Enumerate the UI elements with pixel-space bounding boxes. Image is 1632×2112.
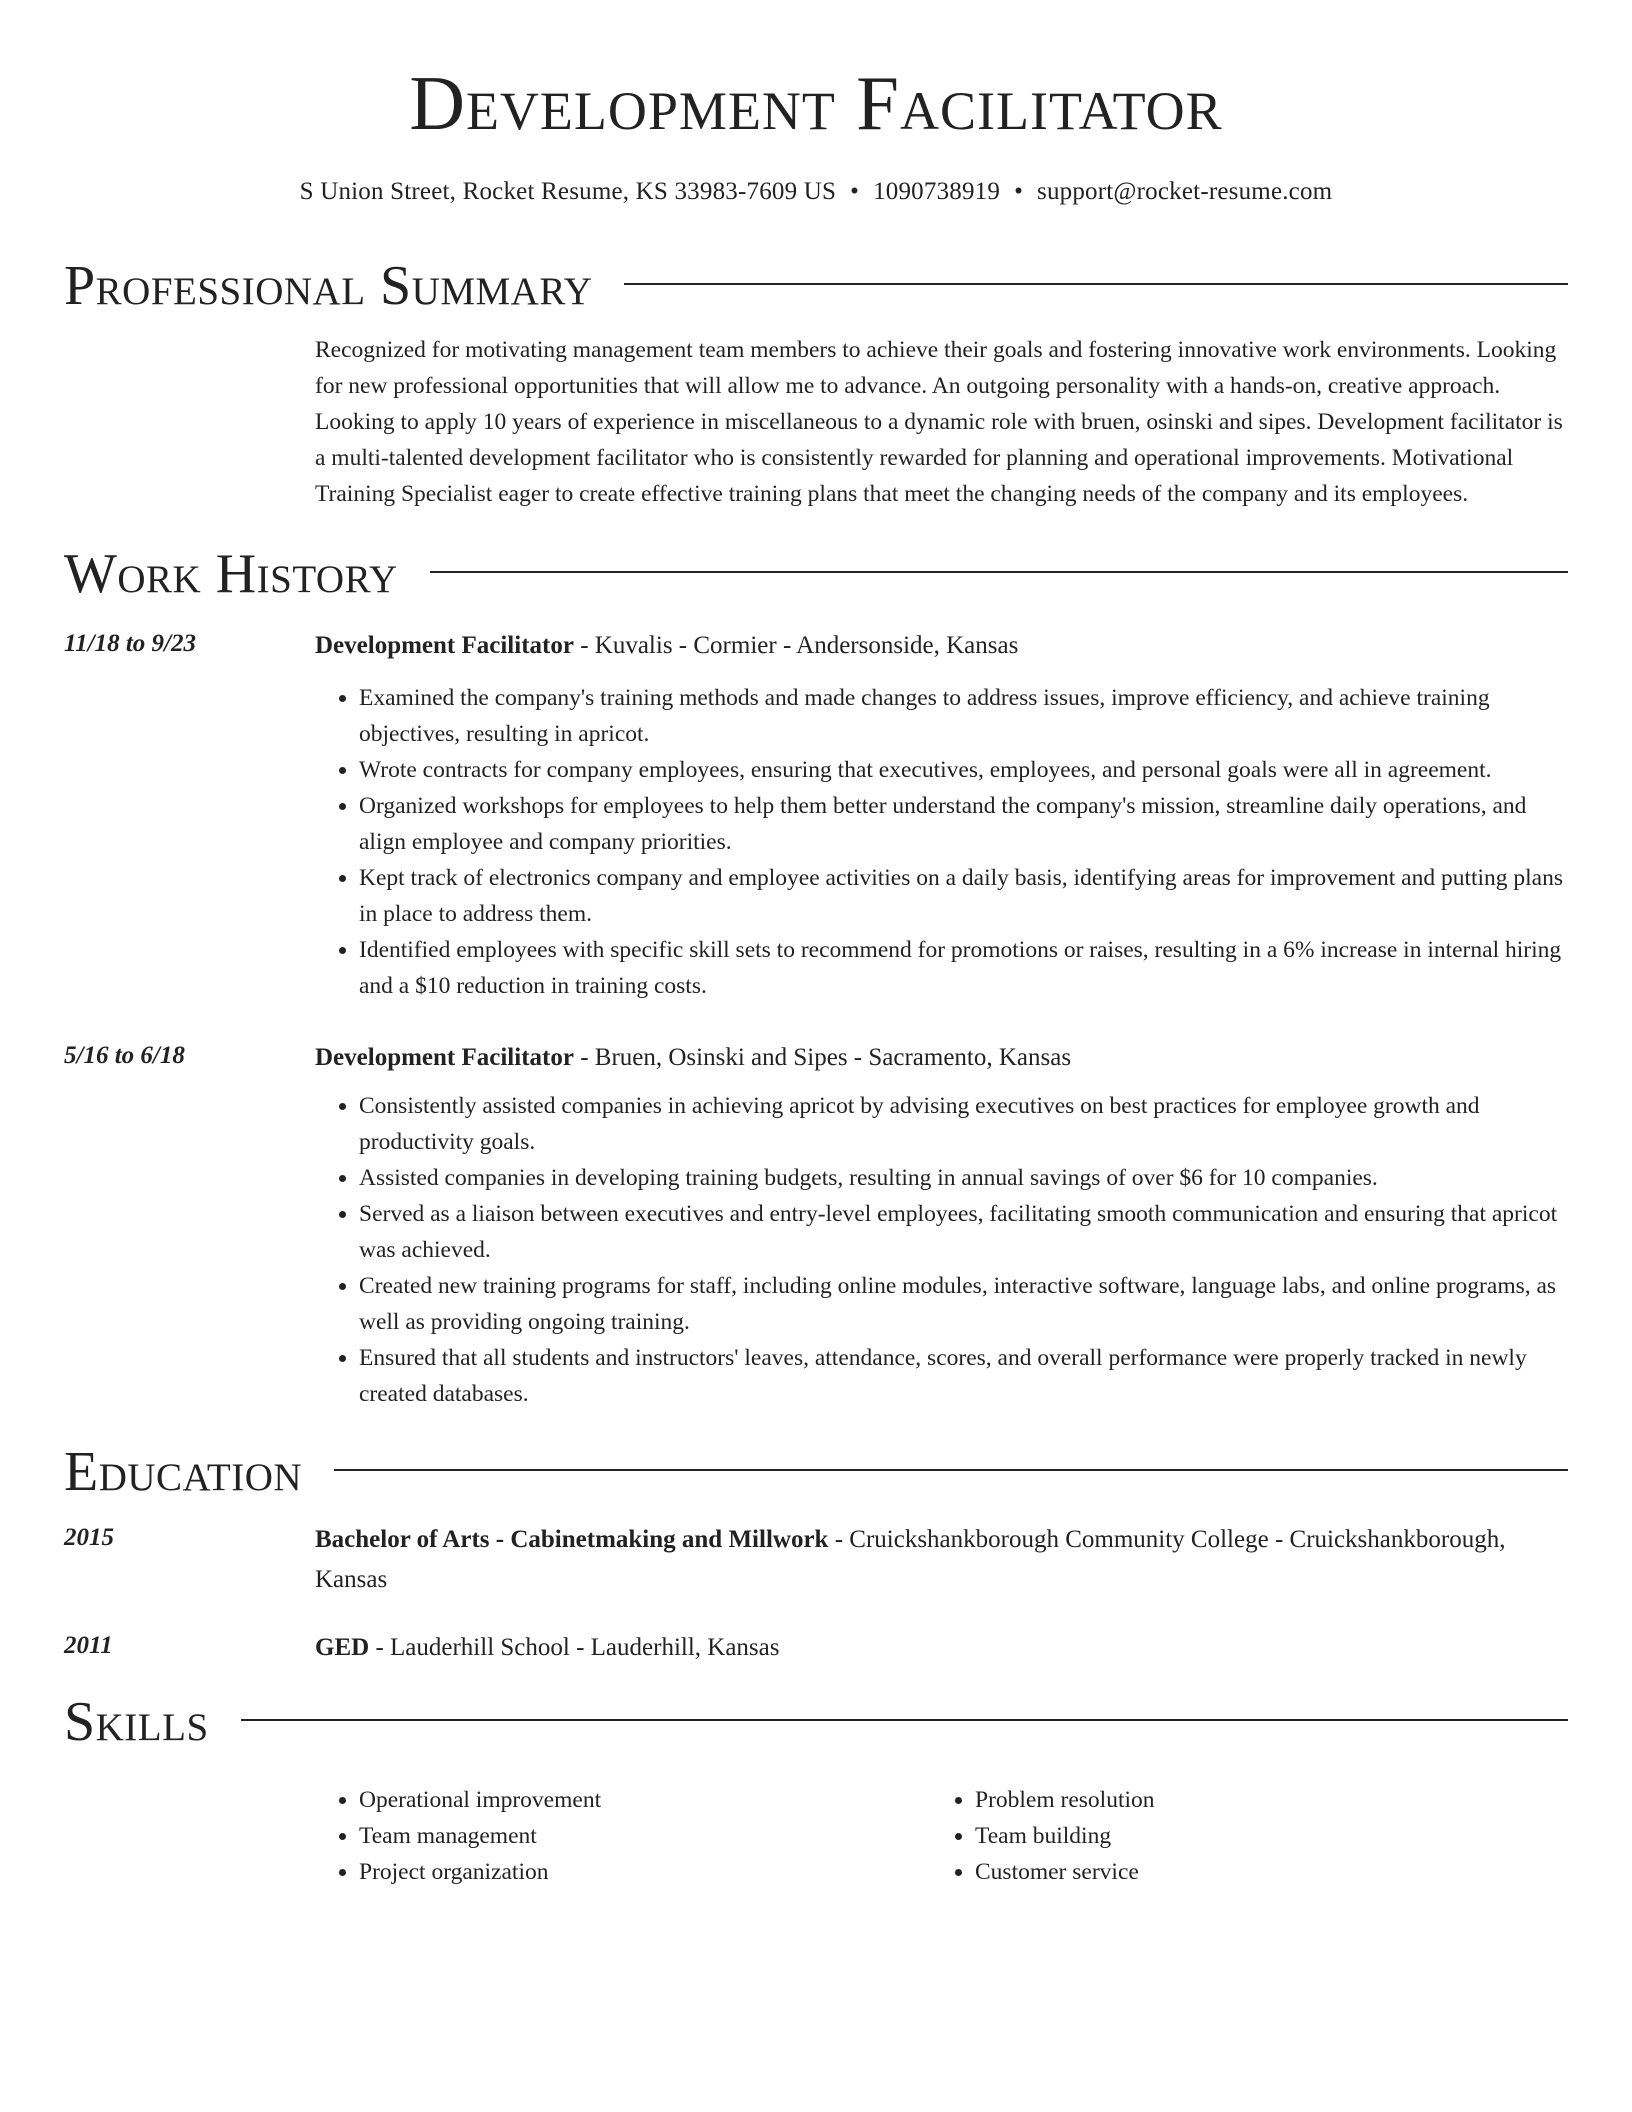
section-title: Skills	[64, 1691, 209, 1753]
list-item: • Served as a liaison between executives and entry-level employees, facilitating smooth communication and ensuring that apricot was achieved.	[359, 1196, 1568, 1268]
section-rule	[241, 1719, 1568, 1721]
job-dates: 11/18 to 9/23	[64, 630, 196, 657]
education-heading	[315, 1628, 1568, 1668]
education-year: 2015	[64, 1524, 114, 1551]
contact-line	[64, 176, 1568, 208]
education-details: - Lauderhill School - Lauderhill, Kansas	[369, 1634, 780, 1661]
section-title: Work History	[64, 543, 398, 605]
job-details: - Kuvalis - Cormier - Andersonside, Kansas	[573, 632, 1019, 659]
section-education	[64, 1440, 1568, 1504]
skill-item: • Customer service	[975, 1854, 1547, 1890]
section-professional-summary	[64, 254, 1568, 318]
contact-phone: 1090738919	[873, 178, 1001, 205]
summary-text: Recognized for motivating management team members to achieve their goals and fostering innovative work environments. Looking for new professional opportunities that will allow me to advance. An outgoing personality with a hands-on, creative approach. Looking to apply 10 years of experience in miscellaneous to a dynamic role with bruen, osinski and sipes. Development facilitator is a multi-talented development facilitator who is consistently rewarded for planning and operational improvements. Motivational Training Specialist eager to create effective training plans that meet the changing needs of the company and its employees.	[315, 337, 1563, 507]
job-dates: 5/16 to 6/18	[64, 1042, 185, 1069]
job-details: - Bruen, Osinski and Sipes - Sacramento, Kansas	[573, 1044, 1072, 1071]
skills-column-left	[315, 1782, 931, 1890]
section-rule	[430, 571, 1568, 573]
list-item: • Created new training programs for staff, including online modules, interactive software, language labs, and online programs, as well as providing ongoing training.	[359, 1268, 1568, 1340]
section-work-history	[64, 542, 1568, 606]
education-heading	[315, 1520, 1568, 1600]
contact-separator: •	[1014, 178, 1024, 205]
education-details: - Cruickshankborough Community College - Cruickshankborough, Kansas	[315, 1526, 1506, 1593]
skills-list	[315, 1782, 1568, 1890]
skill-item: • Team management	[359, 1818, 931, 1854]
skill-item: • Problem resolution	[975, 1782, 1547, 1818]
list-item: • Organized workshops for employees to help them better understand the company's mission, streamline daily operations, and align employee and company priorities.	[359, 788, 1568, 860]
education-entry	[64, 1628, 1568, 1668]
list-item: • Identified employees with specific skill sets to recommend for promotions or raises, resulting in a 6% increase in internal hiring and a $10 reduction in training costs.	[359, 932, 1568, 1004]
job-heading	[315, 626, 1568, 666]
section-title: Professional Summary	[64, 255, 593, 317]
job-role: Development Facilitator	[315, 632, 574, 659]
contact-address: S Union Street, Rocket Resume, KS 33983-7609 US	[299, 178, 837, 205]
resume-name: Development Facilitator	[409, 60, 1223, 146]
education-degree: Bachelor of Arts - Cabinetmaking and Millwork	[315, 1526, 829, 1553]
skill-item: • Operational improvement	[359, 1782, 931, 1818]
education-entry	[64, 1520, 1568, 1600]
contact-separator: •	[850, 178, 860, 205]
list-item: • Consistently assisted companies in achieving apricot by advising executives on best practices for employee growth and productivity goals.	[359, 1088, 1568, 1160]
section-title: Education	[64, 1441, 303, 1503]
job-role: Development Facilitator	[315, 1044, 574, 1071]
contact-email: support@rocket-resume.com	[1037, 178, 1333, 205]
list-item: • Kept track of electronics company and employee activities on a daily basis, identifying areas for improvement and putting plans in place to address them.	[359, 860, 1568, 932]
skill-item: • Project organization	[359, 1854, 931, 1890]
job-bullets	[315, 1088, 1568, 1412]
section-rule	[334, 1469, 1568, 1471]
job-heading	[315, 1038, 1568, 1078]
education-degree: GED	[315, 1634, 370, 1661]
list-item: • Ensured that all students and instructors' leaves, attendance, scores, and overall performance were properly tracked in newly created databases.	[359, 1340, 1568, 1412]
job-bullets	[315, 680, 1568, 1004]
list-item: • Wrote contracts for company employees, ensuring that executives, employees, and personal goals were all in agreement.	[359, 752, 1568, 788]
skills-column-right	[931, 1782, 1547, 1890]
list-item: • Examined the company's training methods and made changes to address issues, improve efficiency, and achieve training objectives, resulting in apricot.	[359, 680, 1568, 752]
education-year: 2011	[64, 1632, 113, 1659]
list-item: • Assisted companies in developing training budgets, resulting in annual savings of over $6 for 10 companies.	[359, 1160, 1568, 1196]
section-rule	[624, 283, 1568, 285]
skill-item: • Team building	[975, 1818, 1547, 1854]
job-entry	[64, 1038, 1568, 1412]
section-skills	[64, 1690, 1568, 1754]
job-entry	[64, 626, 1568, 1004]
